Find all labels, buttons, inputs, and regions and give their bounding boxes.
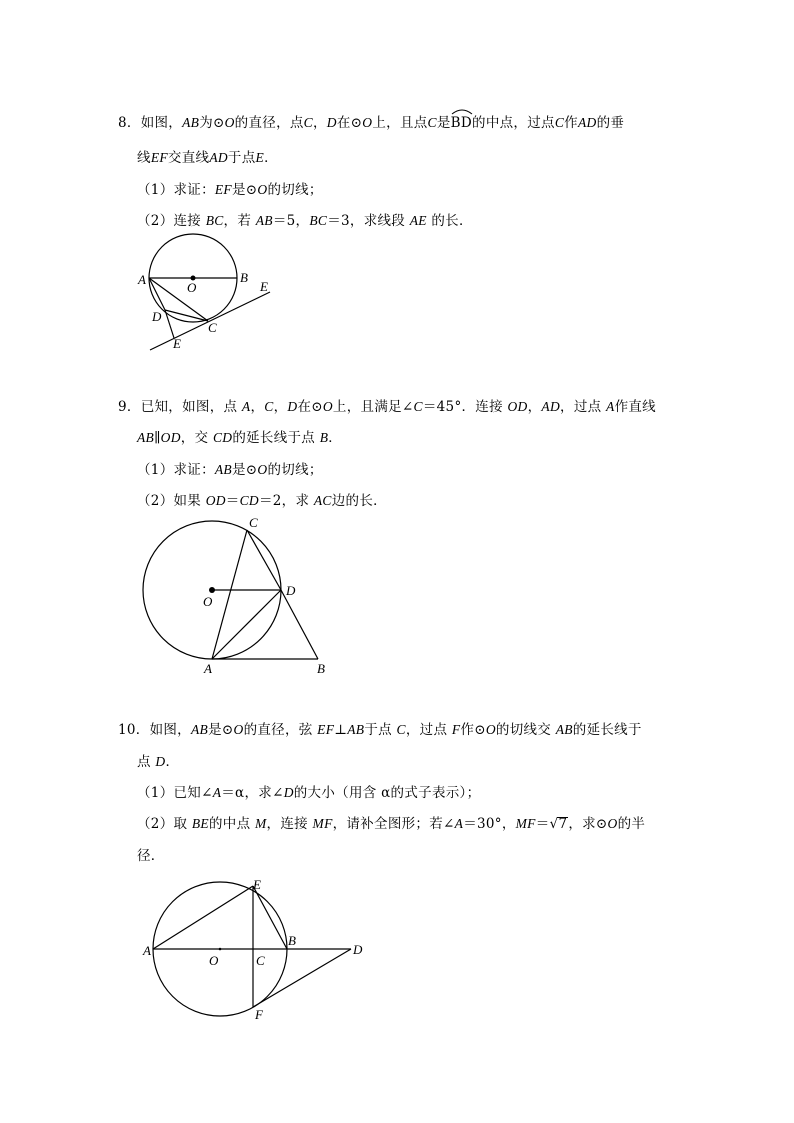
- q10-label-d: D: [353, 942, 363, 957]
- q8-label-b: B: [240, 270, 248, 285]
- q9-figure: [135, 510, 345, 680]
- sqrt-symbol: √: [549, 816, 559, 832]
- q8-line-3: （1）求证：EF是⊙O的切线；: [137, 182, 323, 198]
- q10-tangent-fd: [253, 949, 351, 1007]
- q9-chord-ad: [212, 590, 281, 659]
- q8-figure: [130, 228, 290, 358]
- q10-figure: [135, 872, 375, 1027]
- q9-label-a: A: [204, 661, 212, 676]
- q10-chord-eb: [253, 886, 287, 949]
- q10-line-3: （1）已知∠A＝α，求∠D的大小（用含 α的式子表示）；: [137, 785, 481, 801]
- q10-label-f: F: [255, 1007, 263, 1022]
- q9-chord-cd: [247, 530, 281, 590]
- q8-label-d: D: [152, 309, 162, 324]
- q9-line-2: AB∥OD，交 CD的延长线于点 B．: [137, 430, 343, 446]
- q9-line-1: 9．已知，如图，点 A，C，D在⊙O上，且满足∠C＝45°．连接 OD，AD，过点 A作直线: [118, 399, 656, 415]
- q8-label-c: C: [208, 320, 217, 335]
- q9-center-dot: [209, 587, 215, 593]
- q8-label-a: A: [138, 272, 146, 287]
- q10-chord-ae: [153, 886, 253, 949]
- q8-line-1: 8．如图，AB为⊙O的直径，点C，D在⊙O上，且点C是 BD的中点，过点C作AD的垂: [118, 111, 624, 131]
- q9-extension-db: [281, 590, 318, 659]
- q8-line-4: （2）连接 BC，若 AB＝5，BC＝3，求线段 AE 的长．: [137, 213, 473, 229]
- q10-line-5: 径．: [137, 848, 165, 864]
- q10-label-b: B: [288, 933, 296, 948]
- q10-line-4: （2）取 BE的中点 M，连接 MF，请补全图形；若∠A＝30°，MF＝√7，求⊙O的半: [137, 816, 646, 832]
- q10-center-dot: [219, 948, 222, 951]
- q8-line-2: 线EF交直线AD于点E．: [137, 150, 278, 166]
- q8-label-f-top: E: [260, 279, 268, 294]
- q10-label-e: E: [253, 877, 261, 892]
- q8-segment-de: [165, 310, 174, 338]
- q10-label-a: A: [143, 943, 151, 958]
- q9-label-c: C: [249, 515, 258, 530]
- q9-label-o: O: [203, 594, 213, 609]
- q9-line-3: （1）求证：AB是⊙O的切线；: [137, 462, 323, 478]
- q9-line-4: （2）如果 OD＝CD＝2，求 AC边的长．: [137, 493, 387, 509]
- q10-label-o: O: [209, 953, 219, 968]
- q8-label-o: O: [187, 280, 197, 295]
- q10-line-1: 10．如图，AB是⊙O的直径，弦 EF⊥AB于点 C，过点 F作⊙O的切线交 AB的延长线于: [118, 722, 642, 738]
- q9-label-d: D: [286, 583, 296, 598]
- arc-bd: BD: [451, 115, 472, 131]
- q10-label-c: C: [256, 953, 265, 968]
- q10-line-2: 点 D．: [137, 754, 180, 770]
- q8-chord-dc: [165, 310, 208, 321]
- q9-label-b: B: [317, 661, 325, 676]
- q8-label-e: E: [173, 336, 181, 351]
- sqrt-radicand: 7: [558, 816, 568, 832]
- q9-chord-ac: [212, 530, 247, 659]
